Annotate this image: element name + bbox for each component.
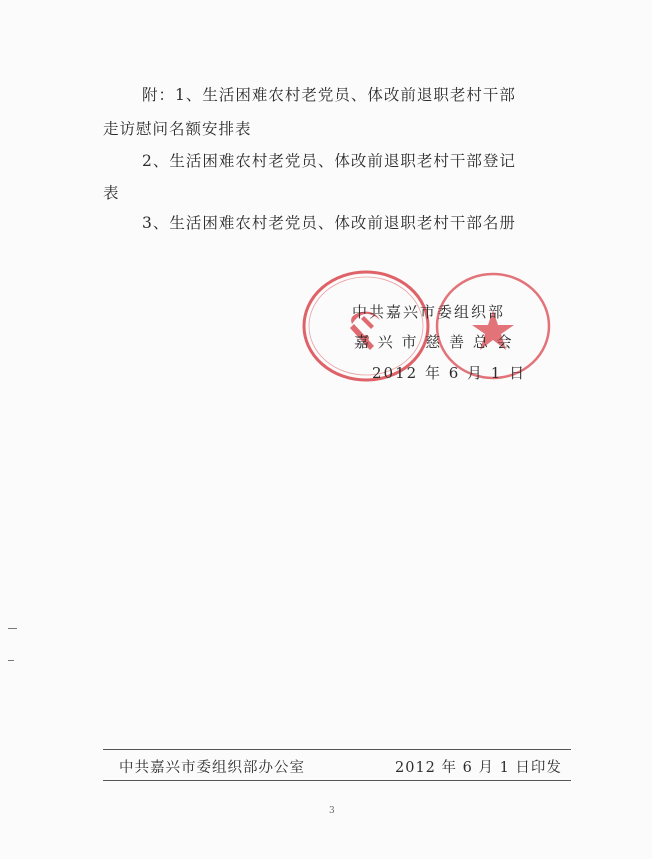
footer-issue-date: 2012 年 6 月 1 日印发 [395, 760, 562, 776]
attachment-1: 附：1、生活困难农村老党员、体改前退职老村干部 [142, 86, 516, 104]
footer-top-rule [103, 749, 571, 750]
page-number: 3 [329, 806, 335, 816]
footer-issuer: 中共嘉兴市委组织部办公室 [119, 760, 305, 776]
attachment-1-continued: 走访慰问名额安排表 [103, 120, 252, 138]
attachment-2: 2、生活困难农村老党员、体改前退职老村干部登记 [142, 152, 516, 170]
signature-date: 2012 年 6 月 1 日 [372, 364, 527, 382]
scan-mark [8, 660, 14, 661]
scan-mark [8, 628, 17, 629]
attachment-3: 3、生活困难农村老党员、体改前退职老村干部名册 [142, 214, 516, 232]
footer-bottom-rule [103, 780, 571, 781]
signatory-organization-2: 嘉 兴 市 慈 善 总 会 [354, 333, 514, 351]
attachment-2-continued: 表 [103, 184, 120, 202]
signatory-organization-1: 中共嘉兴市委组织部 [352, 303, 506, 321]
